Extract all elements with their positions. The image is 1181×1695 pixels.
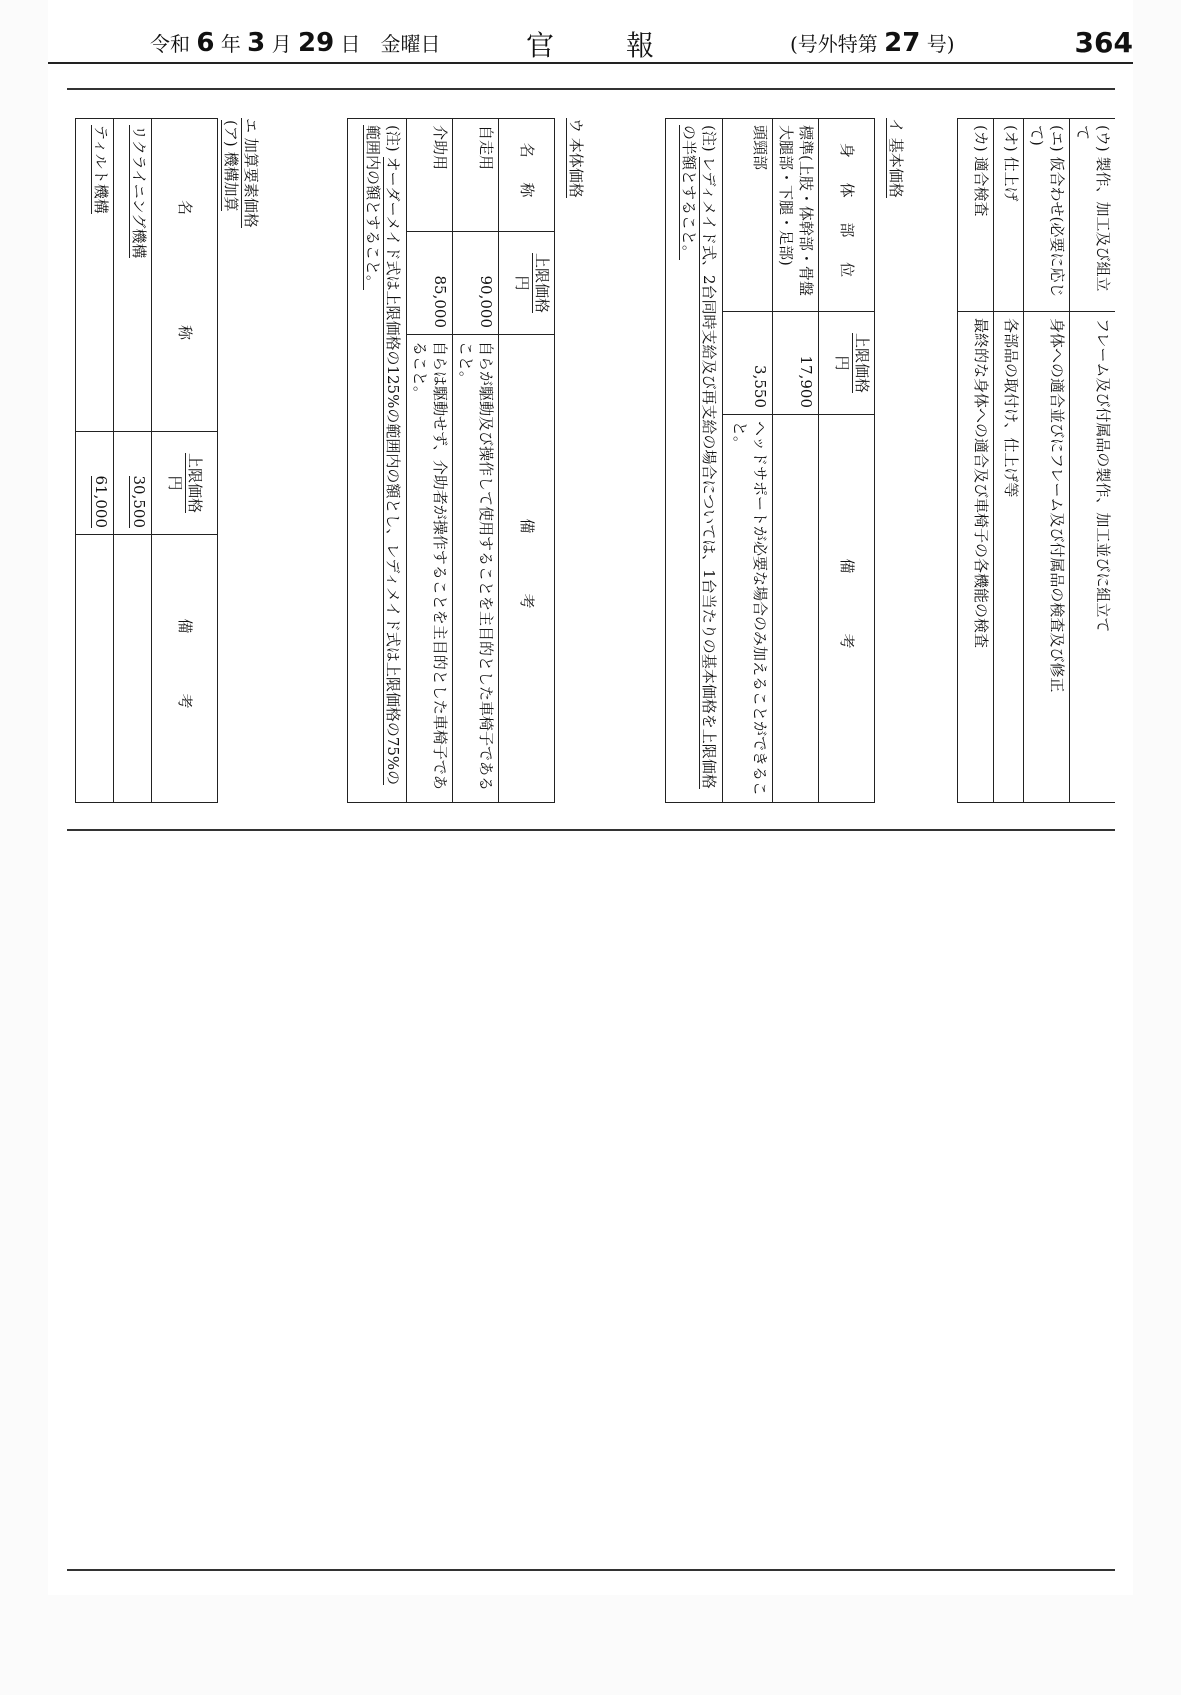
cell-note [76, 535, 114, 803]
note-box [665, 118, 722, 803]
table-row [958, 119, 994, 803]
process-desc: フレーム及び付属品の製作、加工並びに組立て [1070, 312, 1116, 803]
header-title-kan: 官 [526, 29, 555, 62]
table-row [1024, 119, 1070, 803]
table-row [453, 119, 499, 803]
bottom-rule [67, 1569, 1115, 1571]
note-label: (注) [384, 125, 402, 152]
body-price-table [406, 118, 555, 803]
cell-name: リクライニング機構 [114, 119, 152, 432]
section-basic-price [665, 118, 905, 803]
cell-note: 自らが駆動及び操作して使用することを主目的とした車椅子であること。 [453, 335, 499, 803]
section-addition-price [75, 118, 260, 803]
process-desc: 身体への適合並びにフレーム及び付属品の検査及び修正 [1024, 312, 1070, 803]
table-row [723, 119, 773, 803]
process-label: (エ) 仮合わせ(必要に応じて) [1024, 119, 1070, 312]
cell-price: 85,000 [407, 232, 453, 335]
middle-rule [67, 829, 1115, 831]
page-header [48, 22, 1133, 64]
cell-price: 61,000 [76, 432, 114, 535]
header-title-po: 報 [626, 29, 655, 62]
top-rule [67, 88, 1115, 90]
cell-name: 介助用 [407, 119, 453, 232]
process-desc: 最終的な身体への適合及び車椅子の各機能の検査 [958, 312, 994, 803]
process-label: (オ) 仕上げ [994, 119, 1024, 312]
section-heading: エ 加算要素価格 [242, 118, 260, 228]
col-header-name: 名 称 [499, 119, 555, 232]
section-heading: ウ 本体価格 [567, 118, 585, 198]
cell-price: 90,000 [453, 232, 499, 335]
table-row [407, 119, 453, 803]
table-row [1070, 119, 1116, 803]
header-issue: (号外特第 27 号) [790, 28, 955, 58]
basic-price-table [722, 118, 875, 803]
section-subheading: (ア) 機構加算 [222, 120, 240, 212]
table-row [994, 119, 1024, 803]
table-row [773, 119, 819, 803]
col-header-price: 上限価格 円 [499, 232, 555, 335]
cell-price: 17,900 [773, 312, 819, 415]
header-page-number: 364 [1074, 26, 1133, 59]
section-body-price [347, 118, 585, 803]
cell-name: ティルト機構 [76, 119, 114, 432]
header-date: 令和 6 年 3 月 29 日 金曜日 [150, 28, 441, 58]
table-row [114, 119, 152, 803]
col-header-price: 上限価格 円 [819, 312, 875, 415]
process-label: (ウ) 製作、加工及び組立て [1070, 119, 1116, 312]
cell-price: 30,500 [114, 432, 152, 535]
addition-price-table [75, 118, 218, 803]
section-heading: イ 基本価格 [887, 118, 905, 198]
process-table [957, 118, 1115, 803]
col-header-note: 備 考 [152, 535, 218, 803]
cell-part: 標準(上肢・体幹部・骨盤大腿部・下腿・足部) [773, 119, 819, 312]
cell-name: 自走用 [453, 119, 499, 232]
note-text: レディメイド式、2台同時支給及び再支給の場合については、1台当たりの基本価格を上限価格の半額とすること。 [680, 125, 718, 789]
cell-note [773, 415, 819, 803]
note-label: (注) [700, 125, 718, 152]
col-header-part: 身 体 部 位 [819, 119, 875, 312]
col-header-price: 上限価格 円 [152, 432, 218, 535]
note-text: オーダーメイド式は上限価格の125%の範囲内の額とし、レディメイド式は上限価格の75%の範囲内の額とすること。 [364, 125, 402, 786]
cell-note: 自らは駆動せず、介助者が操作することを主目的とした車椅子であること。 [407, 335, 453, 803]
cell-part: 頭頸部 [723, 119, 773, 312]
note-box [347, 118, 406, 803]
cell-note: ヘッドサポートが必要な場合のみ加えることができること。 [723, 415, 773, 803]
col-header-name: 名 称 [152, 119, 218, 432]
cell-note [114, 535, 152, 803]
col-header-note: 備 考 [819, 415, 875, 803]
top-table-block [957, 118, 1115, 803]
table-row [76, 119, 114, 803]
process-label: (カ) 適合検査 [958, 119, 994, 312]
col-header-note: 備 考 [499, 335, 555, 803]
table-header-row [499, 119, 555, 803]
table-header-row [819, 119, 875, 803]
cell-price: 3,550 [723, 312, 773, 415]
table-header-row [152, 119, 218, 803]
process-desc: 各部品の取付け、仕上げ等 [994, 312, 1024, 803]
